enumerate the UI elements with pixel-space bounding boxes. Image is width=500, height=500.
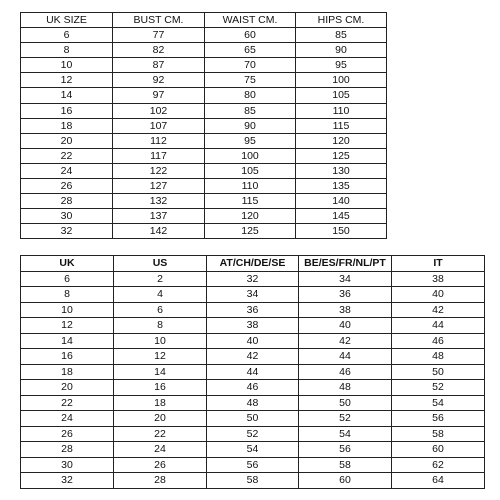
column-header: IT <box>392 256 485 272</box>
table-cell: 12 <box>21 318 114 334</box>
table-cell: 50 <box>207 411 299 427</box>
table-cell: 44 <box>392 318 485 334</box>
table-row <box>21 287 485 303</box>
table-header-row <box>21 13 387 28</box>
table-cell: 24 <box>21 411 114 427</box>
table-cell: 85 <box>296 28 387 43</box>
table-cell: 75 <box>205 73 296 88</box>
table-cell: 20 <box>114 411 207 427</box>
table-cell: 10 <box>114 333 207 349</box>
table-cell: 46 <box>207 380 299 396</box>
table-cell: 44 <box>207 364 299 380</box>
table-cell: 115 <box>205 194 296 209</box>
table-cell: 100 <box>296 73 387 88</box>
table-cell: 97 <box>113 88 205 103</box>
table-cell: 110 <box>205 179 296 194</box>
table-row <box>21 88 387 103</box>
table-header-row <box>21 256 485 272</box>
table-cell: 22 <box>21 148 113 163</box>
table-cell: 42 <box>392 302 485 318</box>
table-cell: 34 <box>299 271 392 287</box>
table-row <box>21 28 387 43</box>
table-cell: 2 <box>114 271 207 287</box>
table-row <box>21 224 387 239</box>
table-cell: 42 <box>299 333 392 349</box>
table-row <box>21 349 485 365</box>
table-cell: 137 <box>113 209 205 224</box>
table-cell: 60 <box>392 442 485 458</box>
table-cell: 40 <box>299 318 392 334</box>
table-row <box>21 442 485 458</box>
table-row <box>21 364 485 380</box>
table-cell: 85 <box>205 103 296 118</box>
table-cell: 12 <box>114 349 207 365</box>
table-cell: 18 <box>21 364 114 380</box>
table-cell: 117 <box>113 148 205 163</box>
table-cell: 56 <box>299 442 392 458</box>
table-cell: 56 <box>392 411 485 427</box>
table-cell: 120 <box>205 209 296 224</box>
table-cell: 30 <box>21 209 113 224</box>
size-table-body <box>21 28 387 239</box>
table-cell: 6 <box>114 302 207 318</box>
table-cell: 120 <box>296 133 387 148</box>
column-header: BE/ES/FR/NL/PT <box>299 256 392 272</box>
table-cell: 52 <box>299 411 392 427</box>
conversion-table-body <box>21 271 485 488</box>
table-cell: 38 <box>207 318 299 334</box>
table-row <box>21 103 387 118</box>
table-cell: 52 <box>207 426 299 442</box>
table-cell: 14 <box>21 88 113 103</box>
table-cell: 36 <box>299 287 392 303</box>
table-cell: 28 <box>21 194 113 209</box>
table-cell: 60 <box>299 473 392 489</box>
table-cell: 18 <box>114 395 207 411</box>
table-cell: 20 <box>21 380 114 396</box>
table-cell: 127 <box>113 179 205 194</box>
table-cell: 122 <box>113 163 205 178</box>
table-cell: 24 <box>21 163 113 178</box>
table-cell: 62 <box>392 457 485 473</box>
table-cell: 77 <box>113 28 205 43</box>
table-row <box>21 209 387 224</box>
table-cell: 145 <box>296 209 387 224</box>
table-cell: 36 <box>207 302 299 318</box>
column-header: HIPS CM. <box>296 13 387 28</box>
table-cell: 10 <box>21 58 113 73</box>
table-cell: 28 <box>114 473 207 489</box>
table-cell: 8 <box>114 318 207 334</box>
table-cell: 135 <box>296 179 387 194</box>
table-row <box>21 163 387 178</box>
table-cell: 130 <box>296 163 387 178</box>
table-cell: 46 <box>392 333 485 349</box>
table-cell: 26 <box>114 457 207 473</box>
table-cell: 105 <box>205 163 296 178</box>
table-cell: 56 <box>207 457 299 473</box>
table-cell: 58 <box>299 457 392 473</box>
table-cell: 125 <box>296 148 387 163</box>
table-row <box>21 411 485 427</box>
table-row <box>21 333 485 349</box>
uk-size-measurement-table <box>20 12 387 239</box>
table-cell: 82 <box>113 43 205 58</box>
table-cell: 16 <box>21 103 113 118</box>
table-cell: 112 <box>113 133 205 148</box>
table-cell: 26 <box>21 179 113 194</box>
table-cell: 26 <box>21 426 114 442</box>
table-cell: 87 <box>113 58 205 73</box>
table-cell: 48 <box>207 395 299 411</box>
table-cell: 90 <box>205 118 296 133</box>
column-header: AT/CH/DE/SE <box>207 256 299 272</box>
table-cell: 6 <box>21 271 114 287</box>
table-row <box>21 194 387 209</box>
table-cell: 90 <box>296 43 387 58</box>
column-header: BUST CM. <box>113 13 205 28</box>
table-cell: 60 <box>205 28 296 43</box>
column-header: WAIST CM. <box>205 13 296 28</box>
international-size-conversion-table <box>20 255 485 489</box>
table-row <box>21 457 485 473</box>
table-cell: 44 <box>299 349 392 365</box>
column-header: US <box>114 256 207 272</box>
table-cell: 10 <box>21 302 114 318</box>
table-cell: 70 <box>205 58 296 73</box>
table-cell: 54 <box>299 426 392 442</box>
table-cell: 14 <box>21 333 114 349</box>
table-cell: 102 <box>113 103 205 118</box>
table-cell: 64 <box>392 473 485 489</box>
table-row <box>21 118 387 133</box>
column-header: UK SIZE <box>21 13 113 28</box>
table-cell: 22 <box>21 395 114 411</box>
table-cell: 40 <box>392 287 485 303</box>
table-cell: 115 <box>296 118 387 133</box>
table-cell: 32 <box>21 224 113 239</box>
table-cell: 110 <box>296 103 387 118</box>
column-header: UK <box>21 256 114 272</box>
table-row <box>21 133 387 148</box>
table-cell: 48 <box>392 349 485 365</box>
table-cell: 38 <box>392 271 485 287</box>
table-cell: 52 <box>392 380 485 396</box>
table-cell: 100 <box>205 148 296 163</box>
table-cell: 12 <box>21 73 113 88</box>
table-cell: 8 <box>21 43 113 58</box>
table-row <box>21 426 485 442</box>
table-cell: 42 <box>207 349 299 365</box>
table-cell: 32 <box>207 271 299 287</box>
table-cell: 58 <box>207 473 299 489</box>
table-cell: 125 <box>205 224 296 239</box>
table-cell: 54 <box>207 442 299 458</box>
table-cell: 65 <box>205 43 296 58</box>
table-row <box>21 318 485 334</box>
table-cell: 18 <box>21 118 113 133</box>
table-row <box>21 395 485 411</box>
table-cell: 50 <box>392 364 485 380</box>
table-cell: 92 <box>113 73 205 88</box>
table-cell: 95 <box>296 58 387 73</box>
table-cell: 58 <box>392 426 485 442</box>
table-cell: 140 <box>296 194 387 209</box>
table-row <box>21 179 387 194</box>
table-cell: 28 <box>21 442 114 458</box>
table-cell: 95 <box>205 133 296 148</box>
table-cell: 14 <box>114 364 207 380</box>
table-cell: 32 <box>21 473 114 489</box>
table-cell: 132 <box>113 194 205 209</box>
table-cell: 48 <box>299 380 392 396</box>
table-cell: 105 <box>296 88 387 103</box>
table-cell: 16 <box>21 349 114 365</box>
table-row <box>21 73 387 88</box>
table-cell: 38 <box>299 302 392 318</box>
table-cell: 30 <box>21 457 114 473</box>
table-cell: 20 <box>21 133 113 148</box>
table-cell: 107 <box>113 118 205 133</box>
table-cell: 54 <box>392 395 485 411</box>
table-cell: 34 <box>207 287 299 303</box>
table-cell: 8 <box>21 287 114 303</box>
table-cell: 50 <box>299 395 392 411</box>
table-cell: 40 <box>207 333 299 349</box>
table-cell: 4 <box>114 287 207 303</box>
table-row <box>21 58 387 73</box>
table-cell: 22 <box>114 426 207 442</box>
table-row <box>21 148 387 163</box>
table-cell: 142 <box>113 224 205 239</box>
table-cell: 6 <box>21 28 113 43</box>
table-row <box>21 43 387 58</box>
table-cell: 80 <box>205 88 296 103</box>
table-cell: 24 <box>114 442 207 458</box>
table-cell: 150 <box>296 224 387 239</box>
table-cell: 46 <box>299 364 392 380</box>
table-cell: 16 <box>114 380 207 396</box>
table-row <box>21 271 485 287</box>
table-row <box>21 473 485 489</box>
table-row <box>21 302 485 318</box>
table-row <box>21 380 485 396</box>
